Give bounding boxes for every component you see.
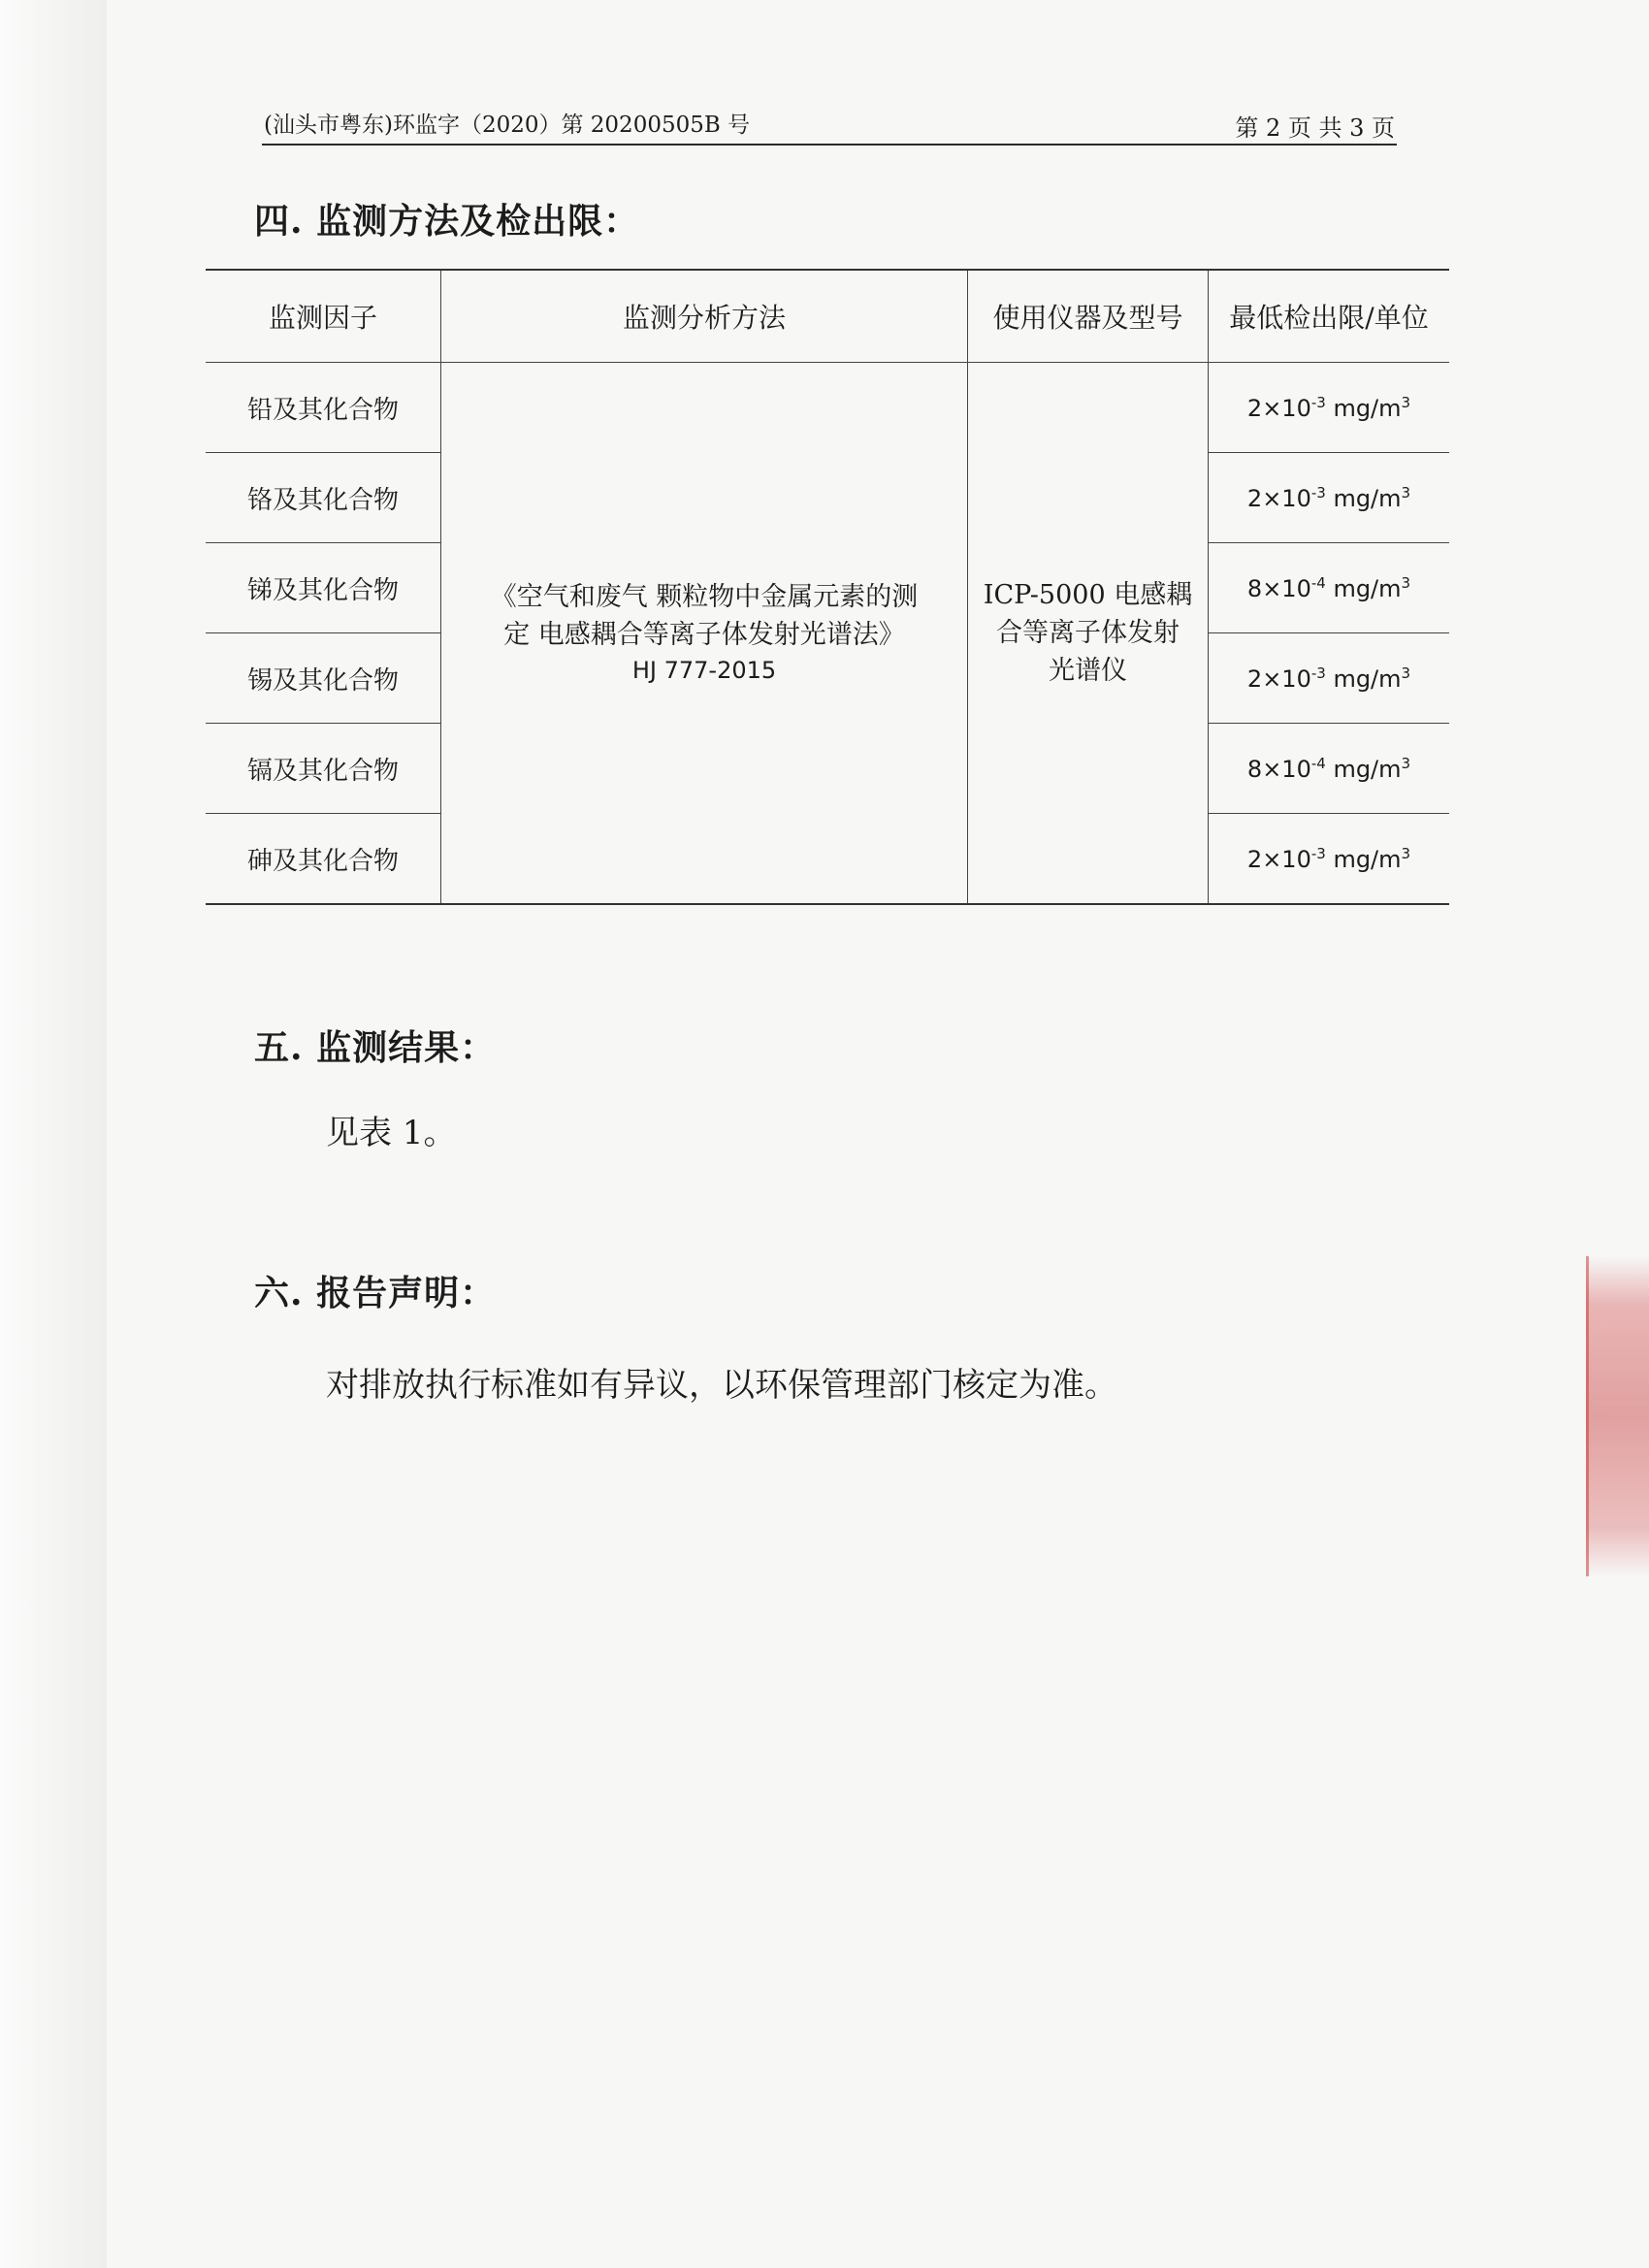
factor-cell: 镉及其化合物: [206, 724, 441, 814]
header-method: 监测分析方法: [441, 270, 968, 363]
instrument-line: 合等离子体发射: [996, 617, 1180, 648]
factor-cell: 铅及其化合物: [206, 363, 441, 453]
doc-number: (汕头市粤东)环监字（2020）第 20200505B 号: [264, 113, 751, 138]
limit-cell: $2\times 10^{-3}$ $mg/m^3$: [1209, 633, 1450, 724]
header-limit: 最低检出限/单位: [1209, 270, 1450, 363]
table-header-row: [206, 270, 1449, 363]
page-info: 第 2 页 共 3 页: [1235, 114, 1395, 142]
instrument-line: 光谱仪: [1049, 656, 1127, 687]
page-header: [262, 101, 1397, 146]
seal-stamp-edge: [1586, 1256, 1649, 1576]
section6-text: 对排放执行标准如有异议，以环保管理部门核定为准。: [326, 1366, 1117, 1405]
limit-cell: $2\times 10^{-3}$ $mg/m^3$: [1209, 363, 1450, 453]
factor-cell: 锡及其化合物: [206, 633, 441, 724]
header-factor: 监测因子: [206, 270, 441, 363]
section5-text: 见表 1。: [326, 1114, 457, 1152]
methods-table: [206, 269, 1449, 905]
limit-cell: $8\times 10^{-4}$ $mg/m^3$: [1209, 543, 1450, 633]
section5-title: 五. 监测结果：: [254, 1027, 497, 1068]
header-instrument: 使用仪器及型号: [968, 270, 1209, 363]
page-edge: [0, 0, 107, 2268]
method-line: 《空气和废气 颗粒物中金属元素的测: [490, 581, 919, 612]
method-line: HJ 777-2015: [631, 657, 777, 685]
factor-cell: 砷及其化合物: [206, 814, 441, 905]
limit-cell: $2\times 10^{-3}$ $mg/m^3$: [1209, 814, 1450, 905]
method-line: 定 电感耦合等离子体发射光谱法》: [503, 620, 905, 651]
section6-title: 六. 报告声明：: [254, 1273, 497, 1313]
instrument-cell: [968, 363, 1209, 905]
table-row: [206, 363, 1449, 453]
method-cell: [441, 363, 968, 905]
limit-cell: $2\times 10^{-3}$ $mg/m^3$: [1209, 453, 1450, 543]
limit-cell: $8\times 10^{-4}$ $mg/m^3$: [1209, 724, 1450, 814]
instrument-line: ICP-5000 电感耦: [983, 579, 1193, 610]
factor-cell: 铬及其化合物: [206, 453, 441, 543]
section4-title: 四. 监测方法及检出限：: [254, 201, 640, 242]
factor-cell: 锑及其化合物: [206, 543, 441, 633]
